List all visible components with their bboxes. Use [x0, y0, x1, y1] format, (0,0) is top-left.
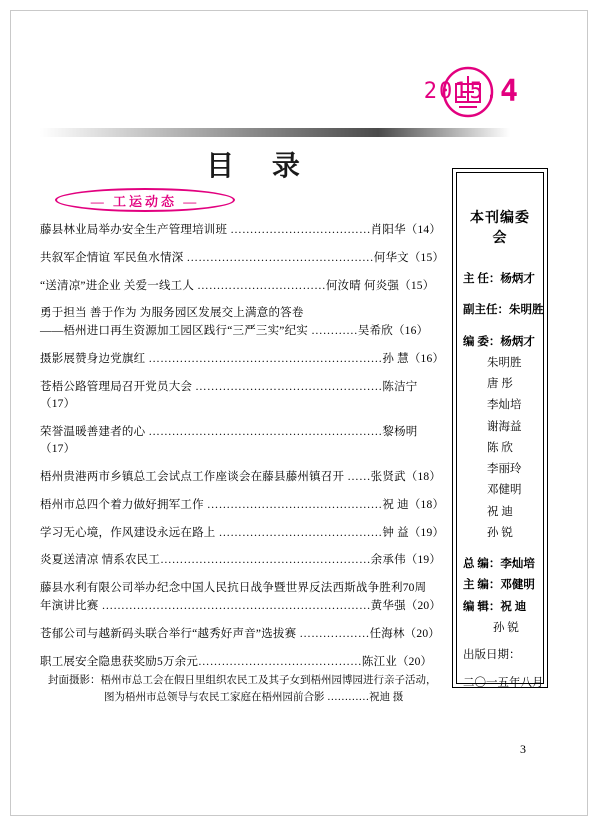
cover-photo-caption	[48, 672, 438, 707]
list-item[interactable]	[40, 497, 445, 514]
publisher-emblem-icon	[442, 66, 494, 118]
list-item[interactable]	[40, 626, 440, 643]
toc-entry-text: 苍梧公路管理局召开党员大会 …………………………………………陈洁宁（17）	[40, 381, 418, 411]
credit-editor: 编 辑：祝 迪	[463, 600, 527, 613]
toc-entry-text: 梧州市总四个着力做好拥军工作 ………………………………………祝 迪（18）	[40, 498, 445, 511]
board-member: 陈 欣	[487, 441, 513, 454]
toc-entry-text: 炎夏送清凉 情系农民工………………………………………………余承伟（19）	[40, 554, 442, 567]
row-spacer	[463, 290, 537, 300]
list-item[interactable]	[40, 379, 440, 414]
editorial-board-inner-border	[456, 172, 544, 690]
list-item[interactable]	[40, 305, 440, 341]
editorial-board-title: 本刊编委会	[470, 211, 530, 246]
list-item[interactable]	[40, 424, 440, 459]
row-spacer	[463, 544, 537, 554]
table-of-contents	[40, 222, 445, 682]
board-member: 祝 迪	[487, 505, 513, 518]
row-spacer	[463, 322, 537, 332]
section-badge	[55, 188, 235, 212]
board-member: 谢海益	[487, 420, 522, 433]
issue-year: 2015	[423, 79, 485, 104]
credit-editor-in-chief: 总 编：李灿培	[463, 558, 535, 571]
toc-entry-line2: ——梧州进口再生资源加工园区践行“三严三实”纪实 …………吴希欣（16）	[40, 325, 429, 338]
page-number: 3	[520, 742, 526, 756]
publish-date-value: 二〇一五年八月	[463, 677, 544, 690]
toc-entry-text: 共叙军企情谊 军民鱼水情深 …………………………………………何华文（15）	[40, 251, 445, 264]
list-item[interactable]	[40, 469, 440, 486]
list-item[interactable]	[40, 278, 440, 295]
toc-entry-text: 梧州贵港两市乡镇总工会试点工作座谈会在藤县藤州镇召开 ……张贤武（18）	[40, 471, 442, 484]
issue-number: 4	[499, 74, 520, 109]
board-row-director: 主 任：杨炳才	[463, 273, 535, 285]
caption-line1: 封面摄影：梧州市总工会在假日里组织农民工及其子女到梧州园博园进行亲子活动，	[48, 675, 437, 686]
toc-entry-text: 藤县林业局举办安全生产管理培训班 ………………………………肖阳华（14）	[40, 224, 442, 236]
list-item[interactable]	[40, 552, 440, 569]
caption-line2: 图为梧州市总领导与农民工家庭在梧州园前合影 …………祝迪 摄	[104, 692, 404, 704]
header-divider	[40, 128, 510, 137]
list-item[interactable]	[40, 580, 440, 616]
credit-editor-second: 孙 锐	[493, 621, 519, 634]
toc-entry-text: 苍郁公司与越新码头联合举行“越秀好声音”选拔赛 ………………任海林（20）	[40, 628, 440, 641]
publish-date-label: 出版日期：	[463, 649, 521, 662]
board-row-deputy-director: 副主任：朱明胜	[463, 304, 544, 317]
toc-entry-text: 摄影展赞身边党旗红 ……………………………………………………孙 慧（16）	[40, 353, 445, 366]
list-item[interactable]	[40, 250, 445, 267]
board-member: 唐 彤	[487, 378, 513, 391]
toc-entry-text: 荣誉温暖善建者的心 ……………………………………………………黎杨明（17）	[40, 426, 418, 456]
board-row-members: 编 委：杨炳才	[463, 335, 535, 348]
page-title: 目 录	[206, 149, 314, 182]
toc-entry-text: 学习无心境，作风建设永远在路上 ……………………………………钟 益（19）	[40, 526, 445, 539]
toc-entry-text: “送清凉”进企业 关爱一线工人 ……………………………何汝晴 何炎强（15）	[40, 279, 435, 292]
list-item[interactable]	[40, 222, 440, 239]
board-member: 孙 锐	[487, 526, 513, 539]
board-member: 李丽玲	[487, 463, 522, 476]
toc-entry-text: 职工展安全隐患获奖励5万余元……………………………………陈江业（20）	[40, 656, 433, 668]
toc-entry-line1: 藤县水利有限公司举办纪念中国人民抗日战争暨世界反法西斯战争胜利70周	[40, 582, 427, 595]
toc-entry-line2: 年演讲比赛 ……………………………………………………………黄华强（20）	[40, 599, 442, 612]
board-member: 朱明胜	[487, 356, 522, 369]
toc-entry-line1: 勇于担当 善于作为 为服务园区发展交上满意的答卷	[40, 307, 304, 320]
board-member: 李灿培	[487, 399, 522, 412]
issue-dot-separator: .	[484, 79, 500, 104]
credit-chief-editor: 主 编：邓健明	[463, 579, 535, 592]
badge-label: — 工运动态 —	[90, 193, 200, 209]
list-item[interactable]	[40, 351, 445, 368]
editorial-board-panel	[452, 168, 548, 688]
list-item[interactable]	[40, 525, 445, 542]
board-member: 邓健明	[487, 484, 522, 497]
list-item[interactable]	[40, 654, 440, 671]
